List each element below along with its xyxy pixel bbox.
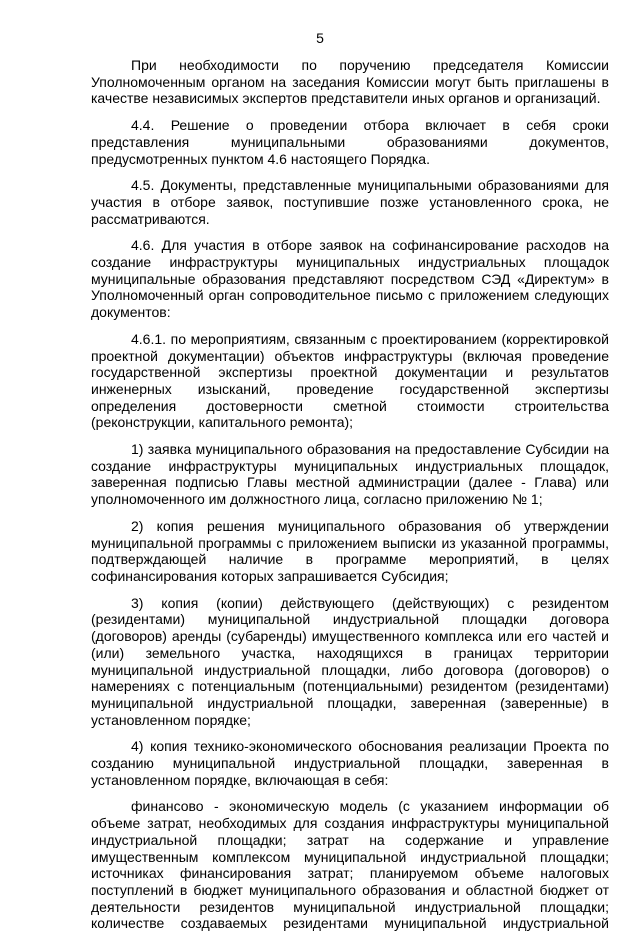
list-item-2: 2) копия решения муниципального образования об утверждении муниципальной программы с приложением выписки из указанной программы, подтверждающей наличие в программе мероприятий, в целях софинансирования которых запрашивается Субсидия; [91, 517, 609, 584]
list-item-4: 4) копия технико-экономического обоснования реализации Проекта по созданию муниципальной индустриальной площадки, заверенная в установленном порядке, включающая в себя: [91, 738, 609, 788]
paragraph-4-4: 4.4. Решение о проведении отбора включает в себя сроки представления муниципальными образованиями документов, предусмотренных пунктом 4.6 настоящего Порядка. [91, 117, 609, 167]
paragraph-4-6: 4.6. Для участия в отборе заявок на софинансирование расходов на создание инфраструктуры муниципальных индустриальных площадок муниципальные образования представляют посредством СЭД «Директум» в Уполномоченный орган сопроводительное письмо с приложением следующих документов: [91, 237, 609, 321]
paragraph-financial-model: финансово - экономическую модель (с указанием информации об объеме затрат, необходимых для создания инфраструктуры муниципальной индустриальной площадки; затрат на содержание и управление имущественным комплексом муниципальной индустриальной площадки; источниках финансирования затрат; планируемом объеме налоговых поступлений в бюджет муниципального образования и областной бюджет от деятельности резидентов муниципальной индустриальной площадки; количестве создаваемых резидентами муниципальной индустриальной [91, 798, 609, 932]
paragraph-4-6-1: 4.6.1. по мероприятиям, связанным с проектированием (корректировкой проектной документации) объектов инфраструктуры (включая проведение государственной экспертизы проектной документации и результатов инженерных изысканий, проведение государственной экспертизы определения достоверности сметной стоимости строительства (реконструкции, капитального ремонта); [91, 330, 609, 431]
list-item-3: 3) копия (копии) действующего (действующих) с резидентом (резидентами) муниципальной индустриальной площадки договора (договоров) аренды (субаренды) имущественного комплекса или его частей и (или) земельного участка, находящихся в границах территории муниципальной индустриальной площадки, либо договора (договоров) о намерениях с потенциальным (потенциальными) резидентом (резидентами) муниципальной индустриальной площадки, заверенная (заверенные) в установленном порядке; [91, 594, 609, 728]
paragraph-experts: При необходимости по поручению председателя Комиссии Уполномоченным органом на заседания Комиссии могут быть приглашены в качестве независимых экспертов представители иных органов и организаций. [91, 57, 609, 107]
list-item-1: 1) заявка муниципального образования на предоставление Субсидии на создание инфраструктуры муниципальных индустриальных площадок, заверенная подписью Главы местной администрации (далее - Глава) или уполномоченного им должностного лица, согласно приложению № 1; [91, 441, 609, 508]
document-body [91, 57, 609, 932]
paragraph-4-5: 4.5. Документы, представленные муниципальными образованиями для участия в отборе заявок, поступившие позже установленного срока, не рассматриваются. [91, 177, 609, 227]
page-number: 5 [316, 30, 324, 46]
